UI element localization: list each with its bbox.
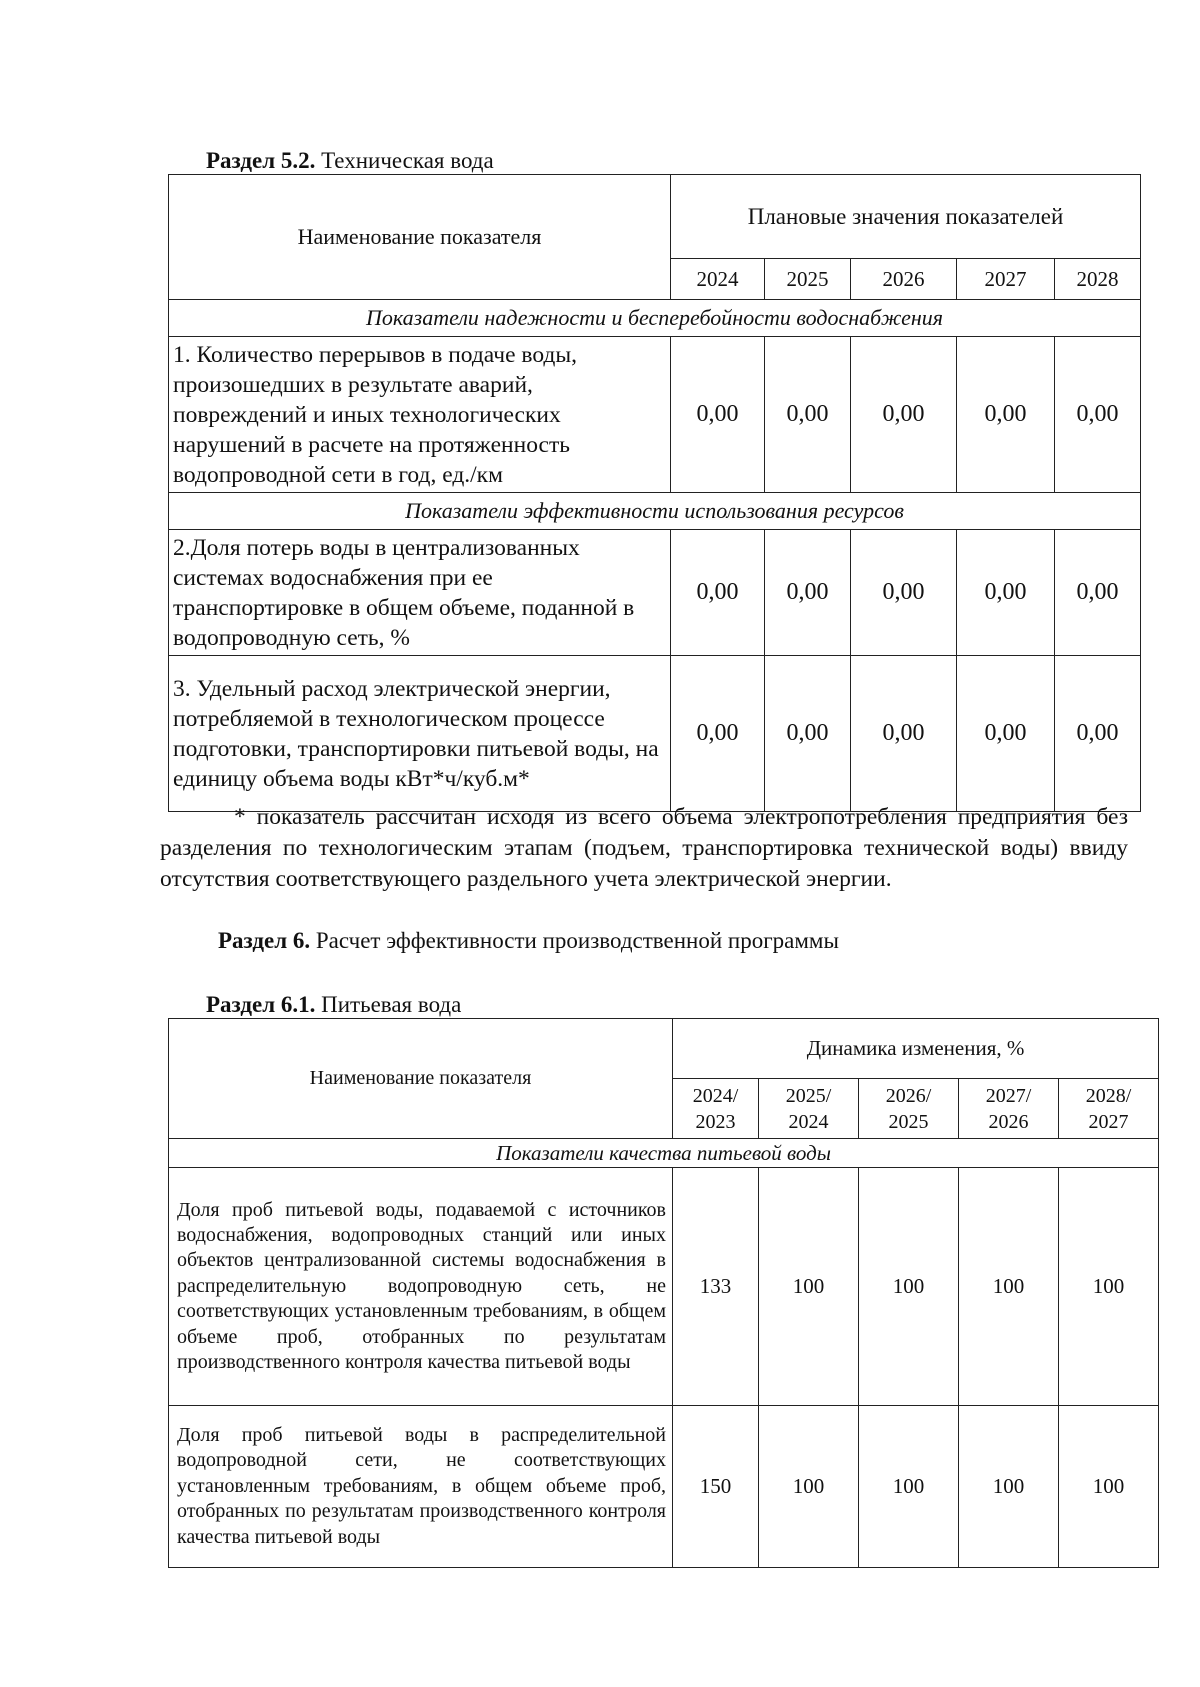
t1-row1-value: 0,00 [671, 337, 765, 493]
t2-row1-value: 100 [759, 1168, 859, 1406]
table-row [169, 530, 1141, 656]
t1-row2-value: 0,00 [765, 530, 851, 656]
t1-row2-value: 0,00 [1055, 530, 1141, 656]
t2-row1-value: 100 [959, 1168, 1059, 1406]
footnote: * показатель рассчитан исходя из всего объема электропотребления предприятия без разделения по технологическим этапам (подъем, транспортировка технической воды) ввиду отсутствия соответствующего раздельного учета электрической энергии. [160, 804, 1128, 892]
section-6-heading [218, 928, 839, 954]
section-6-1-title: Питьевая вода [321, 992, 462, 1017]
t2-period-top: 2024/ [692, 1084, 739, 1107]
t1-name-header: Наименование показателя [169, 175, 671, 300]
t1-row2-name: 2.Доля потерь воды в централизованных системах водоснабжения при ее транспортировке в общем объеме, поданной в водопроводную сеть, % [169, 530, 671, 656]
t2-name-header: Наименование показателя [169, 1019, 673, 1139]
t2-row1-value: 100 [1059, 1168, 1159, 1406]
t1-row3-value: 0,00 [1055, 656, 1141, 812]
t2-row2-value: 150 [673, 1406, 759, 1568]
t1-row3-value: 0,00 [671, 656, 765, 812]
t1-row1-value: 0,00 [765, 337, 851, 493]
t2-row2-value: 100 [759, 1406, 859, 1568]
t2-period-bottom: 2024 [788, 1110, 829, 1133]
t1-row2-value: 0,00 [851, 530, 957, 656]
t1-year: 2028 [1055, 259, 1141, 300]
t2-period [859, 1079, 959, 1139]
table-row [169, 1168, 1159, 1406]
t2-row1-value: 133 [673, 1168, 759, 1406]
table-row [169, 1406, 1159, 1568]
t2-period-bottom: 2023 [695, 1110, 736, 1133]
t2-row1-name: Доля проб питьевой воды, подаваемой с источников водоснабжения, водопроводных станций или иных объектов централизованной системы водоснабжения в распределительную водопроводную сеть, не соответствующих установленным требованиям, в общем объеме проб, отобранных по результатам производственного контроля качества питьевой воды [169, 1168, 673, 1406]
t2-period [759, 1079, 859, 1139]
t1-row1-value: 0,00 [957, 337, 1055, 493]
t1-row3-value: 0,00 [851, 656, 957, 812]
t2-group-quality: Показатели качества питьевой воды [169, 1139, 1159, 1168]
section-6-label: Раздел 6. [218, 928, 311, 953]
section-5-2-title: Техническая вода [321, 148, 494, 173]
t1-row1-value: 0,00 [851, 337, 957, 493]
t1-plan-header: Плановые значения показателей [671, 175, 1141, 259]
table-row [169, 337, 1141, 493]
section-6-1-label: Раздел 6.1. [206, 992, 316, 1017]
t1-row2-value: 0,00 [957, 530, 1055, 656]
t2-period-bottom: 2026 [988, 1110, 1029, 1133]
section-5-2-label: Раздел 5.2. [206, 148, 316, 173]
t1-row1-name: 1. Количество перерывов в подаче воды, произошедших в результате аварий, повреждений и иных технологических нарушений в расчете на протяженность водопроводной сети в год, ед./км [169, 337, 671, 493]
drinking-water-table [168, 1018, 1159, 1568]
t1-group-efficiency: Показатели эффективности использования ресурсов [169, 493, 1141, 530]
t2-row1-value: 100 [859, 1168, 959, 1406]
t1-row3-name: 3. Удельный расход электрической энергии, потребляемой в технологическом процессе подготовки, транспортировки питьевой воды, на единицу объема воды кВт*ч/куб.м* [169, 656, 671, 812]
section-6-1-heading [206, 992, 461, 1018]
t2-row2-name: Доля проб питьевой воды в распределительной водопроводной сети, не соответствующих установленным требованиям, в общем объеме проб, отобранных по результатам производственного контроля качества питьевой воды [169, 1406, 673, 1568]
t2-period-bottom: 2025 [888, 1110, 929, 1133]
t1-year: 2025 [765, 259, 851, 300]
t1-group-reliability: Показатели надежности и бесперебойности водоснабжения [169, 300, 1141, 337]
technical-water-table [168, 174, 1141, 812]
t2-row2-value: 100 [959, 1406, 1059, 1568]
t2-period [959, 1079, 1059, 1139]
t2-row2-value: 100 [859, 1406, 959, 1568]
t2-period-bottom: 2027 [1088, 1110, 1129, 1133]
t2-period [673, 1079, 759, 1139]
t2-period-top: 2025/ [785, 1084, 832, 1107]
t1-year: 2027 [957, 259, 1055, 300]
t2-period-top: 2026/ [885, 1084, 932, 1107]
t1-year: 2026 [851, 259, 957, 300]
t2-period [1059, 1079, 1159, 1139]
t2-period-top: 2027/ [985, 1084, 1032, 1107]
t1-row3-value: 0,00 [957, 656, 1055, 812]
section-6-title: Расчет эффективности производственной программы [315, 928, 839, 953]
section-5-2-heading [206, 148, 494, 174]
t1-row3-value: 0,00 [765, 656, 851, 812]
t1-row2-value: 0,00 [671, 530, 765, 656]
t2-row2-value: 100 [1059, 1406, 1159, 1568]
t2-dyn-header: Динамика изменения, % [673, 1019, 1159, 1079]
t1-row1-value: 0,00 [1055, 337, 1141, 493]
table-row [169, 656, 1141, 812]
t1-year: 2024 [671, 259, 765, 300]
t2-period-top: 2028/ [1085, 1084, 1132, 1107]
